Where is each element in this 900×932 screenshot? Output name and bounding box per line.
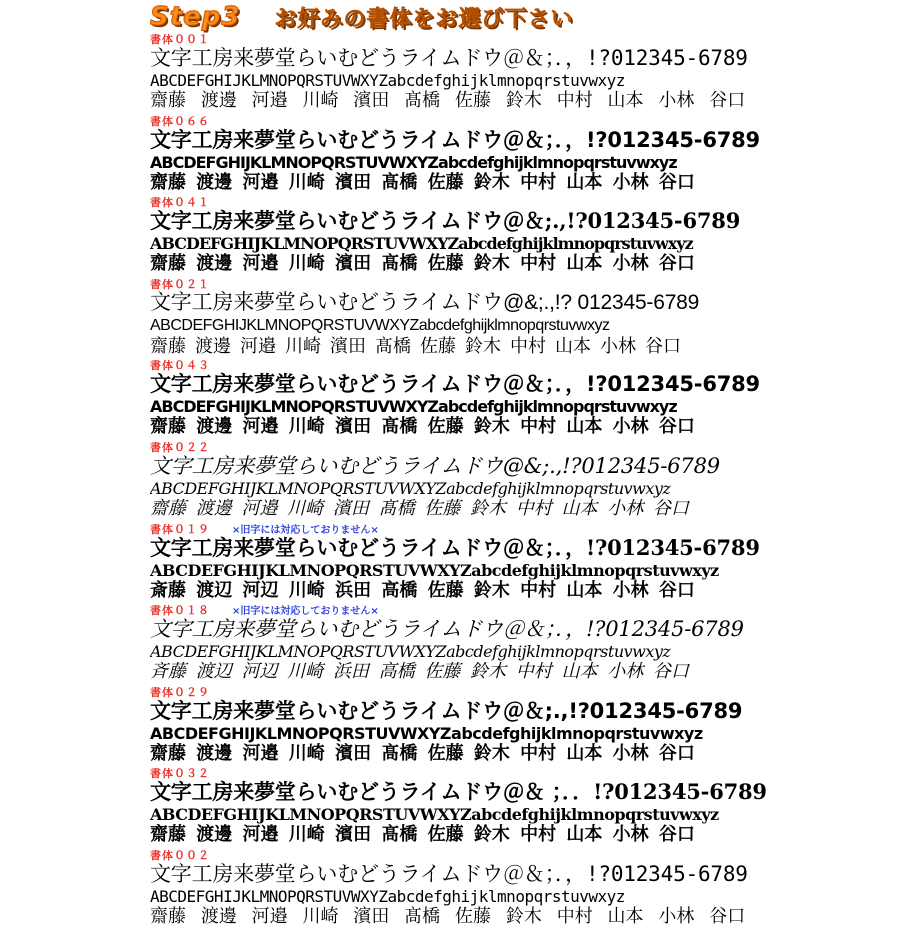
font-label: 書体０４１ [150, 197, 210, 210]
sample-kanji-line: 文字工房来夢堂らいむどうライムドウ＠＆；．，!?012345-6789 [150, 46, 748, 70]
font-label: 書体０２２ [150, 441, 210, 454]
sample-names-line: 齋藤 渡邊 河邉 川崎 濱田 髙橋 佐藤 鈴木 中村 山本 小林 谷口 [150, 253, 695, 275]
font-label: 書体０１９ [150, 523, 210, 536]
sample-names-line: 齋藤 渡邊 河邉 川崎 濱田 髙橋 佐藤 鈴木 中村 山本 小林 谷口 [150, 90, 746, 111]
sample-names-line: 齋藤 渡邊 河邉 川崎 濱田 髙橋 佐藤 鈴木 中村 山本 小林 谷口 [150, 416, 695, 438]
font-sample-list [150, 34, 890, 932]
font-label: 書体０６６ [150, 115, 210, 128]
font-sample[interactable] [150, 605, 890, 687]
sample-alphabet-line: ABCDEFGHIJKLMNOPQRSTUVWXYZabcdefghijklmnopqrstuvwxyz [150, 478, 671, 498]
sample-names-line: 齋藤 渡邊 河邉 川崎 濱田 髙橋 佐藤 鈴木 中村 山本 小林 谷口 [150, 335, 682, 356]
font-sample[interactable] [150, 197, 890, 279]
sample-kanji-line: 文字工房来夢堂らいむどうライムドウ@&;.,!?012345-6789 [150, 453, 720, 478]
sample-kanji-line: 文字工房来夢堂らいむどうライムドウ＠＆;.,!?012345-6789 [150, 698, 743, 723]
step-header [150, 1, 574, 33]
font-label: 書体０１８ [150, 605, 210, 618]
sample-alphabet-line: ABCDEFGHIJKLMNOPQRSTUVWXYZabcdefghijklmnopqrstuvwxyz [150, 723, 703, 743]
sample-names-line: 齋藤 渡邊 河邉 川崎 濱田 髙橋 佐藤 鈴木 中村 山本 小林 谷口 [150, 824, 695, 846]
sample-kanji-line: 文字工房来夢堂らいむどうライムドウ＠＆；．，!?012345-6789 [150, 617, 744, 642]
font-sample[interactable] [150, 850, 890, 932]
font-sample[interactable] [150, 279, 890, 361]
font-note: ×旧字には対応しておりません× [232, 606, 379, 618]
font-label: 書体０３２ [150, 768, 210, 781]
font-label: 書体００１ [150, 34, 210, 46]
sample-names-line: 齋藤 渡邊 河邉 川崎 濱田 髙橋 佐藤 鈴木 中村 山本 小林 谷口 [150, 742, 695, 764]
font-sample[interactable] [150, 442, 890, 524]
font-note: ×旧字には対応しておりません× [232, 524, 379, 536]
sample-alphabet-line: ABCDEFGHIJKLMNOPQRSTUVWXYZabcdefghijklmnopqrstuvwxyz [150, 71, 625, 90]
sample-alphabet-line: ABCDEFGHIJKLMNOPQRSTUVWXYZabcdefghijklmnopqrstuvwxyz [150, 152, 677, 172]
sample-kanji-line: 文字工房来夢堂らいむどうライムドウ＠＆；．，!?012345-6789 [150, 861, 748, 886]
sample-kanji-line: 文字工房来夢堂らいむどうライムドウ＠＆；．，!?012345-6789 [150, 127, 760, 152]
sample-kanji-line: 文字工房来夢堂らいむどうライムドウ＠＆；．，!?012345-6789 [150, 372, 760, 397]
sample-alphabet-line: ABCDEFGHIJKLMNOPQRSTUVWXYZabcdefghijklmnopqrstuvwxyz [150, 234, 693, 254]
font-sample[interactable] [150, 768, 890, 850]
sample-names-line: 齋藤 渡邊 河邉 川崎 濱田 髙橋 佐藤 鈴木 中村 山本 小林 谷口 [150, 171, 695, 193]
step-number: Step3 [150, 2, 241, 32]
font-label: 書体００２ [150, 849, 210, 862]
sample-kanji-line: 文字工房来夢堂らいむどうライムドウ@&;.,!? 012345-6789 [150, 290, 700, 314]
font-label: 書体０２９ [150, 686, 210, 699]
font-sample[interactable] [150, 34, 890, 116]
sample-alphabet-line: ABCDEFGHIJKLMNOPQRSTUVWXYZabcdefghijklmnopqrstuvwxyz [150, 397, 677, 417]
font-sample[interactable] [150, 524, 890, 606]
font-label: 書体０４３ [150, 360, 210, 373]
sample-names-line: 齋藤 渡邊 河邉 川崎 濱田 髙橋 佐藤 鈴木 中村 山本 小林 谷口 [150, 905, 746, 927]
sample-kanji-line: 文字工房来夢堂らいむどうライムドウ＠＆；．，!?012345-6789 [150, 534, 760, 560]
font-label: 書体０２１ [150, 278, 210, 291]
font-sample[interactable] [150, 116, 890, 198]
step-title: お好みの書体をお選び下さい [274, 6, 574, 32]
sample-alphabet-line: ABCDEFGHIJKLMNOPQRSTUVWXYZabcdefghijklmnopqrstuvwxyz [150, 560, 719, 580]
sample-names-line: 斎藤 渡辺 河辺 川崎 浜田 高橋 佐藤 鈴木 中村 山本 小林 谷口 [150, 579, 695, 601]
sample-names-line: 斉藤 渡辺 河辺 川崎 浜田 高橋 佐藤 鈴木 中村 山本 小林 谷口 [150, 661, 689, 683]
font-sample[interactable] [150, 360, 890, 442]
sample-alphabet-line: ABCDEFGHIJKLMNOPQRSTUVWXYZabcdefghijklmnopqrstuvwxyz [150, 642, 671, 662]
sample-alphabet-line: ABCDEFGHIJKLMNOPQRSTUVWXYZabcdefghijklmnopqrstuvwxyz [150, 316, 610, 334]
sample-alphabet-line: ABCDEFGHIJKLMNOPQRSTUVWXYZabcdefghijklmnopqrstuvwxyz [150, 886, 625, 906]
sample-kanji-line: 文字工房来夢堂らいむどうライムドウ＠＆;.,!?012345-6789 [150, 208, 741, 234]
sample-alphabet-line: ABCDEFGHIJKLMNOPQRSTUVWXYZabcdefghijklmnopqrstuvwxyz [150, 805, 719, 825]
font-sample[interactable] [150, 687, 890, 769]
sample-kanji-line: 文字工房来夢堂らいむどうライムドウ＠＆ ；．．!?012345-6789 [150, 779, 767, 805]
sample-names-line: 齋藤 渡邊 河邉 川崎 濱田 髙橋 佐藤 鈴木 中村 山本 小林 谷口 [150, 497, 689, 519]
